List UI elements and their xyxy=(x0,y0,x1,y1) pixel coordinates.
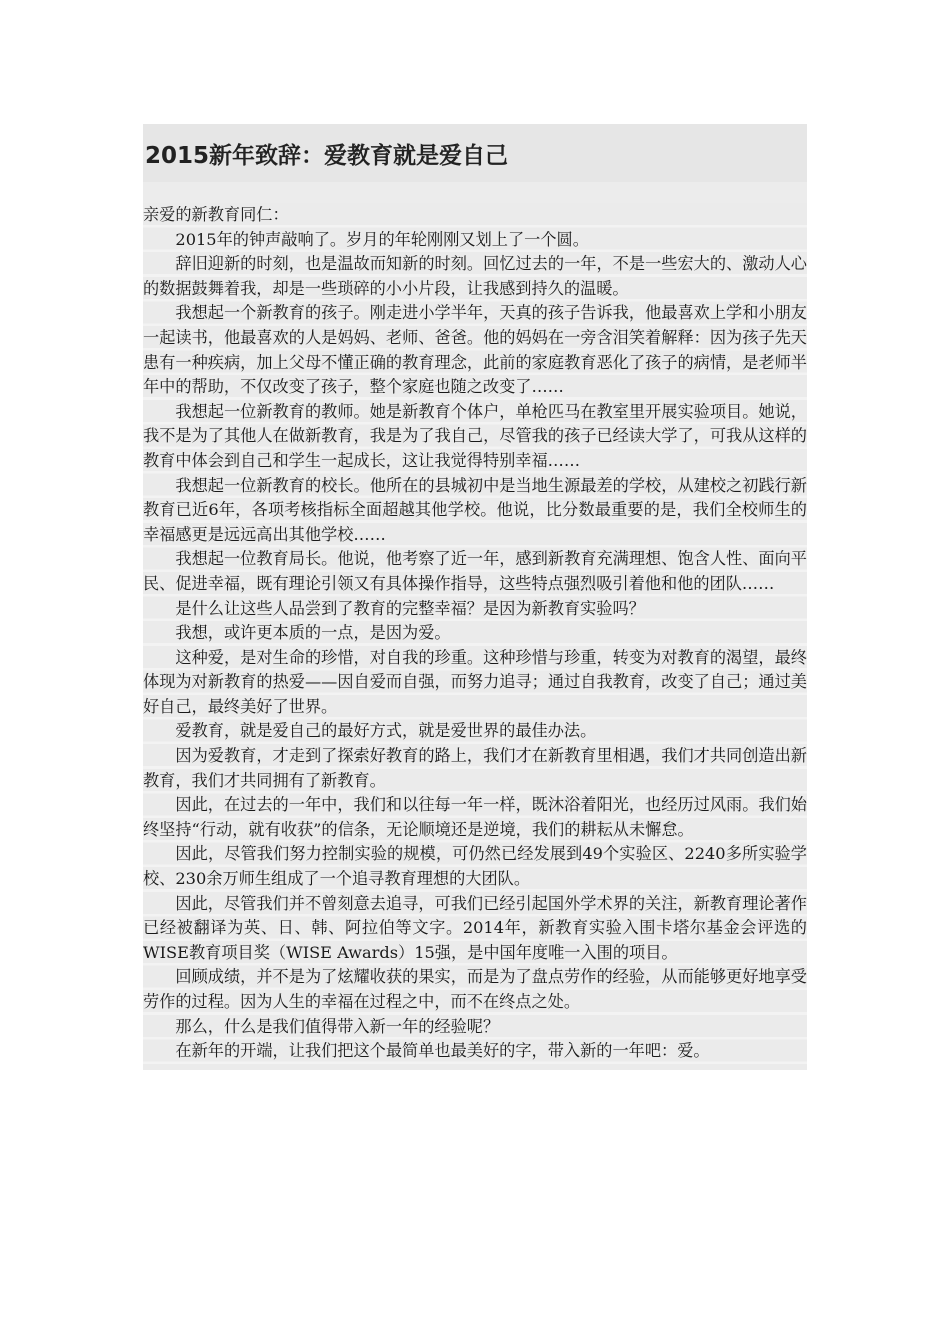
document-body xyxy=(143,203,807,1064)
paragraph: 辞旧迎新的时刻，也是温故而知新的时刻。回忆过去的一年，不是一些宏大的、激动人心的数据鼓舞着我，却是一些琐碎的小小片段，让我感到持久的温暖。 xyxy=(143,254,807,298)
paragraph: 我想，或许更本质的一点，是因为爱。 xyxy=(175,623,451,643)
title-spacer xyxy=(143,182,807,203)
paragraph: 爱教育，就是爱自己的最好方式，就是爱世界的最佳办法。 xyxy=(175,721,597,741)
paragraph: 我想起一位新教育的教师。她是新教育个体户，单枪匹马在教室里开展实验项目。她说，我不是为了其他人在做新教育，我是为了我自己，尽管我的孩子已经读大学了，可我从这样的教育中体会到自己和学生一起成长，这让我觉得特别幸福…… xyxy=(143,401,807,470)
paragraph: 我想起一个新教育的孩子。刚走进小学半年，天真的孩子告诉我，他最喜欢上学和小朋友一起读书，他最喜欢的人是妈妈、老师、爸爸。他的妈妈在一旁含泪笑着解释：因为孩子先天患有一种疾病，加上父母不懂正确的教育理念，此前的家庭教育恶化了孩子的病情，是老师半年中的帮助，不仅改变了孩子，整个家庭也随之改变了…… xyxy=(143,303,807,397)
paragraph: 我想起一位教育局长。他说，他考察了近一年，感到新教育充满理想、饱含人性、面向平民、促进幸福，既有理论引领又有具体操作指导，这些特点强烈吸引着他和他的团队…… xyxy=(143,549,807,593)
paragraph: 是什么让这些人品尝到了教育的完整幸福？是因为新教育实验吗？ xyxy=(175,598,645,618)
paragraph: 在新年的开端，让我们把这个最简单也最美好的字，带入新的一年吧：爱。 xyxy=(175,1041,710,1061)
salutation: 亲爱的新教育同仁： xyxy=(143,205,289,224)
paragraph: 因此，尽管我们并不曾刻意去追寻，可我们已经引起国外学术界的关注，新教育理论著作已经被翻译为英、日、韩、阿拉伯等文字。2014年，新教育实验入围卡塔尔基金会评选的WISE教育项目奖（WISE Awards）15强，是中国年度唯一入围的项目。 xyxy=(143,893,807,962)
paragraph: 因此，在过去的一年中，我们和以往每一年一样，既沐浴着阳光，也经历过风雨。我们始终坚持“行动，就有收获”的信条，无论顺境还是逆境，我们的耕耘从未懈怠。 xyxy=(143,795,807,839)
paragraph: 回顾成绩，并不是为了炫耀收获的果实，而是为了盘点劳作的经验，从而能够更好地享受劳作的过程。因为人生的幸福在过程之中，而不在终点之处。 xyxy=(143,967,807,1011)
paragraph: 2015年的钟声敲响了。岁月的年轮刚刚又划上了一个圆。 xyxy=(175,229,589,249)
paragraph: 这种爱，是对生命的珍惜，对自我的珍重。这种珍惜与珍重，转变为对教育的渴望，最终体现为对新教育的热爱——因自爱而自强，而努力追寻；通过自我教育，改变了自己；通过美好自己，最终美好了世界。 xyxy=(143,647,807,716)
paragraph: 我想起一位新教育的校长。他所在的县城初中是当地生源最差的学校，从建校之初践行新教育已近6年，各项考核指标全面超越其他学校。他说，比分数最重要的是，我们全校师生的幸福感更是远远高出其他学校…… xyxy=(143,475,807,544)
paragraph: 因为爱教育，才走到了探索好教育的路上，我们才在新教育里相遇，我们才共同创造出新教育，我们才共同拥有了新教育。 xyxy=(143,746,807,790)
paragraph: 那么，什么是我们值得带入新一年的经验呢？ xyxy=(175,1016,500,1036)
title-band xyxy=(143,124,807,182)
document-title: 2015新年致辞：爱教育就是爱自己 xyxy=(145,142,509,169)
paragraph: 因此，尽管我们努力控制实验的规模，可仍然已经发展到49个实验区、2240多所实验学校、230余万师生组成了一个追寻教育理想的大团队。 xyxy=(143,844,807,889)
document-page xyxy=(143,124,807,1070)
